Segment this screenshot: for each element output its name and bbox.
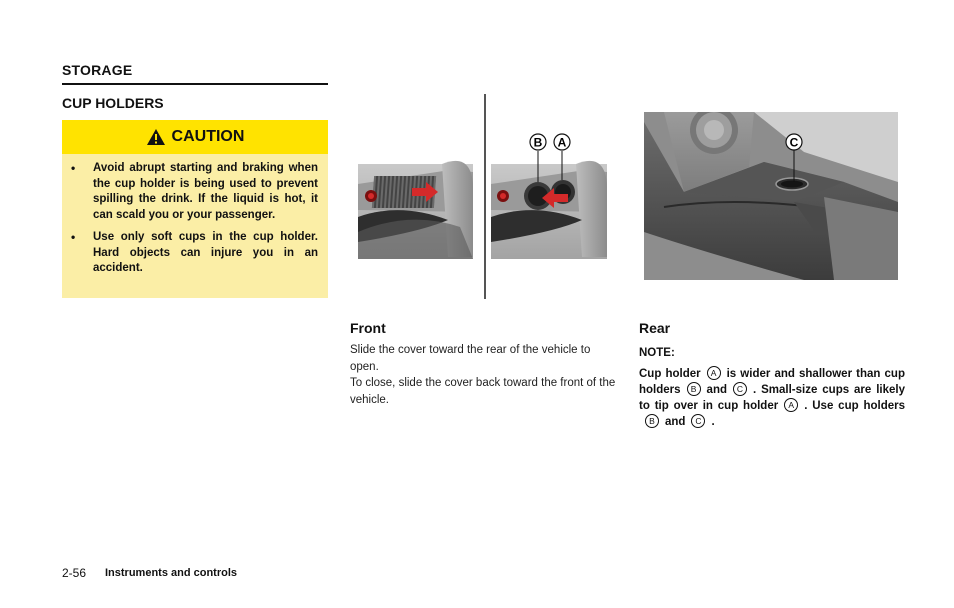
note-fragment: . bbox=[711, 416, 715, 428]
front-paragraph: To close, slide the cover back toward the front of the vehicle. bbox=[350, 377, 616, 406]
caution-list bbox=[70, 161, 318, 284]
callout-a-icon: A bbox=[707, 366, 721, 380]
callout-b-icon: B bbox=[687, 382, 701, 396]
callout-b-icon: B bbox=[645, 414, 659, 428]
front-open-view bbox=[491, 151, 607, 259]
callout-c-icon: C bbox=[733, 382, 747, 396]
rear-note bbox=[639, 366, 905, 430]
note-fragment: Cup holder bbox=[639, 368, 701, 380]
caution-item: • Use only soft cups in the cup holder. Hard objects can injure you in an accident. bbox=[70, 230, 318, 277]
front-cup-holder-illustration bbox=[350, 92, 615, 302]
callout-a-icon bbox=[554, 134, 570, 150]
callout-a-icon: A bbox=[784, 398, 798, 412]
note-fragment: . Small-size cups are likely to tip over in cup holder bbox=[639, 384, 905, 412]
section-rule bbox=[62, 83, 328, 85]
front-closed-view bbox=[358, 161, 473, 259]
caution-header bbox=[62, 120, 328, 154]
chapter-title: Instruments and controls bbox=[105, 567, 238, 579]
rear-heading: Rear bbox=[639, 320, 671, 336]
front-paragraph: Slide the cover toward the rear of the vehicle to open. bbox=[350, 344, 591, 373]
callout-a-label: A bbox=[557, 135, 567, 150]
callout-b-icon bbox=[530, 134, 546, 150]
note-fragment: and bbox=[665, 416, 686, 428]
caution-label: CAUTION bbox=[171, 128, 245, 145]
note-label: NOTE: bbox=[639, 347, 675, 359]
subsection-title: CUP HOLDERS bbox=[62, 95, 164, 111]
front-heading: Front bbox=[350, 320, 386, 336]
note-fragment: is wider and shallower than cup holders bbox=[639, 368, 905, 396]
rear-cup-holder-illustration bbox=[644, 112, 898, 280]
caution-item: • Avoid abrupt starting and braking when the cup holder is being used to prevent spilling the drink. If the liquid is hot, it can scald you or your passenger. bbox=[70, 161, 318, 223]
note-fragment: . Use cup holders bbox=[804, 400, 905, 412]
front-body bbox=[350, 342, 618, 408]
callout-c-icon bbox=[786, 134, 802, 150]
callout-b-label: B bbox=[533, 135, 543, 150]
note-fragment: and bbox=[706, 384, 727, 396]
section-title: STORAGE bbox=[62, 62, 133, 78]
callout-c-label: C bbox=[789, 135, 799, 150]
warning-triangle-icon bbox=[146, 128, 166, 146]
callout-c-icon: C bbox=[691, 414, 705, 428]
page-number: 2-56 bbox=[62, 566, 87, 580]
